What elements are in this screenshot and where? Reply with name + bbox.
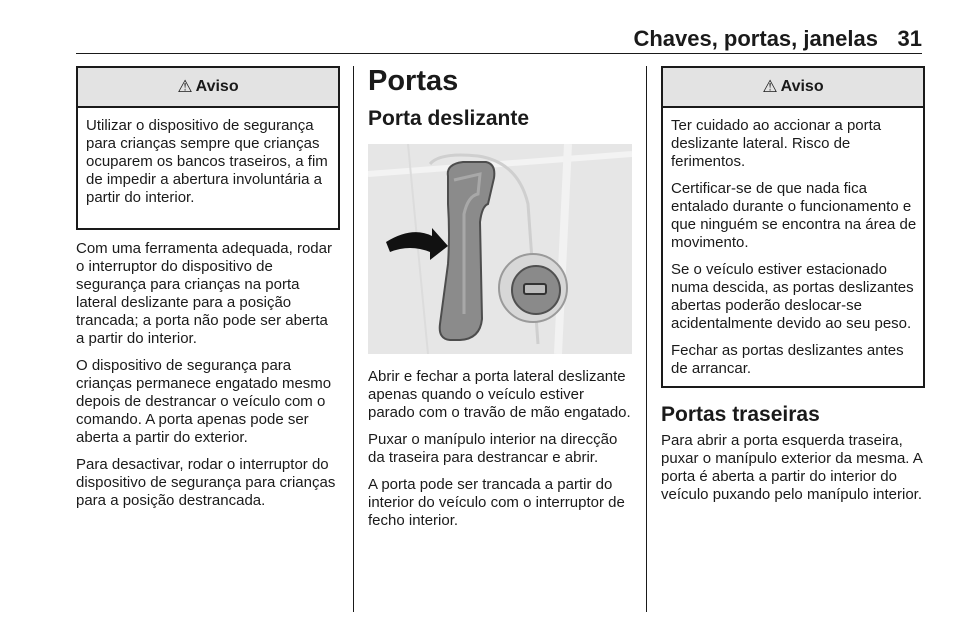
warning-header [663, 68, 923, 108]
body-paragraph: O dispositivo de segurança para crianças permanece engatado mesmo depois de destrancar o veículo com o comando. A porta apenas pode ser aberta a partir do exterior. [76, 357, 332, 446]
warning-body [663, 108, 923, 386]
section-heading: Portas traseiras [661, 403, 820, 426]
warning-header [78, 68, 338, 108]
column-divider [646, 66, 647, 612]
body-paragraph: A porta pode ser trancada a partir do interior do veículo com o interruptor de fecho interior. [368, 476, 625, 529]
body-paragraph: Com uma ferramenta adequada, rodar o interruptor do dispositivo de segurança para crianças na porta lateral deslizante para a posição trancada; a porta não pode ser aberta a partir do interior. [76, 240, 332, 347]
header-rule [76, 53, 922, 54]
section-heading: Portas [368, 65, 459, 97]
column-left [76, 66, 340, 519]
header-title: Chaves, portas, janelas [633, 26, 878, 51]
body-paragraph: Para desactivar, rodar o interruptor do dispositivo de segurança para crianças para a posição destrancada. [76, 456, 336, 509]
subsection-heading: Porta deslizante [368, 107, 530, 130]
warning-text: Fechar as portas deslizantes antes de arrancar. [671, 342, 904, 377]
warning-text: Certificar-se de que nada fica entalado durante o funcionamento e que ninguém se encontra na área de movimento. [671, 180, 917, 251]
warning-label: Aviso [780, 78, 824, 95]
column-middle [368, 66, 634, 539]
warning-box [661, 66, 925, 388]
page-number: 31 [897, 26, 922, 51]
column-right [661, 66, 925, 513]
column-divider [353, 66, 354, 612]
body-paragraph: Puxar o manípulo interior na direcção da traseira para destrancar e abrir. [368, 431, 618, 466]
warning-triangle-icon: ⚠ [762, 77, 778, 96]
sliding-door-handle-illustration [368, 144, 632, 354]
body-paragraph: Para abrir a porta esquerda traseira, puxar o manípulo exterior da mesma. A porta é aberta a partir do interior do veículo puxando pelo manípulo interior. [661, 432, 923, 503]
warning-label: Aviso [195, 78, 239, 95]
warning-body [78, 108, 338, 224]
warning-triangle-icon: ⚠ [177, 77, 193, 96]
body-paragraph: Abrir e fechar a porta lateral deslizante apenas quando o veículo estiver parado com o travão de mão engatado. [368, 368, 631, 421]
warning-text: Ter cuidado ao accionar a porta deslizante lateral. Risco de ferimentos. [671, 117, 882, 170]
warning-box [76, 66, 340, 230]
warning-text: Se o veículo estiver estacionado numa descida, as portas deslizantes abertas poderão deslocar-se acidentalmente devido ao seu peso. [671, 261, 914, 332]
warning-text: Utilizar o dispositivo de segurança para crianças sempre que crianças ocuparem os bancos traseiros, a fim de impedir a abertura involuntária a partir do interior. [86, 117, 328, 206]
